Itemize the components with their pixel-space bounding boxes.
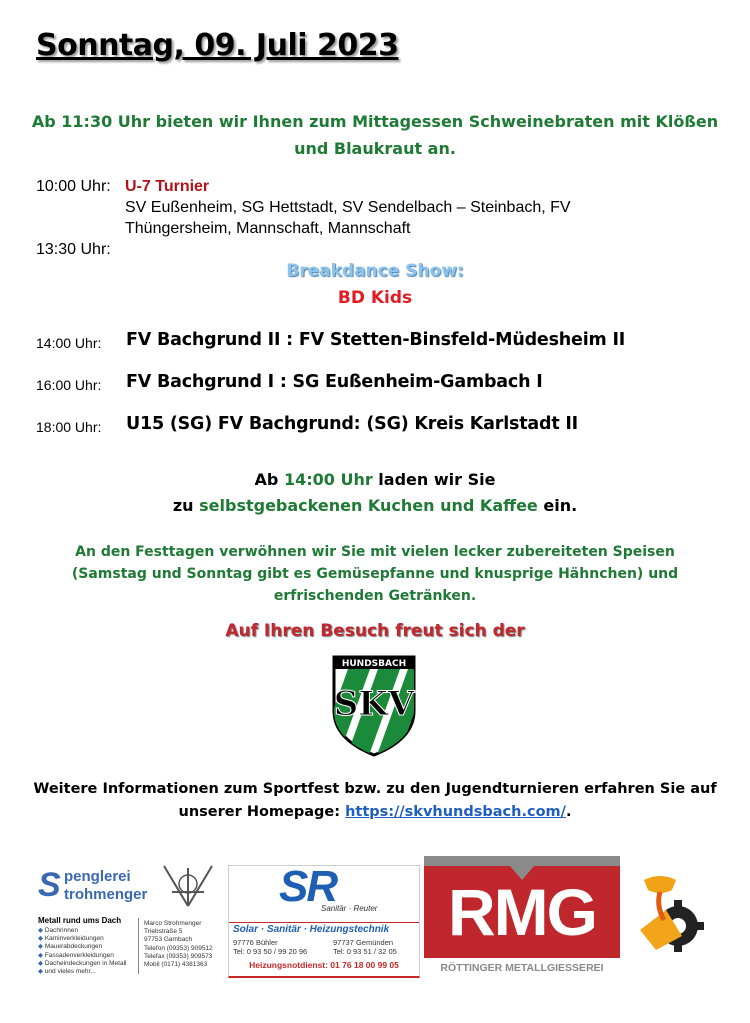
list-item: ◆ Dachrinnen — [38, 927, 79, 934]
divider — [138, 918, 139, 974]
info-end: . — [565, 804, 572, 820]
match-time: 16:00 Uhr: — [36, 377, 102, 393]
cake-text: zu — [172, 496, 200, 515]
homepage-link[interactable]: https://skvhundsbach.com/ — [345, 804, 566, 820]
visit-message: Auf Ihren Besuch freut sich der — [225, 621, 525, 641]
match-time: 14:00 Uhr: — [36, 335, 102, 351]
sponsor2-logo: SR — [279, 862, 337, 911]
sponsor2-emergency: Heizungsnotdienst: 01 76 18 00 99 05 — [249, 960, 399, 970]
sponsor2-address: 97737 Gemünden — [333, 938, 394, 947]
sponsor-rmg — [424, 856, 620, 978]
sponsor-strohmenger — [34, 860, 224, 978]
cake-text: Ab — [254, 470, 284, 489]
breakdance-show-name: BD Kids — [337, 288, 413, 308]
u7-teams-line-1: SV Eußenheim, SG Hettstadt, SV Sendelbach – Steinbach, FV — [125, 199, 571, 216]
tools-icon — [158, 862, 218, 910]
info-text: Weitere Informationen zum Sportfest bzw. zu den Jugendturnieren erfahren Sie auf unserer Homepage: — [33, 781, 717, 820]
foundry-gear-icon — [626, 866, 712, 956]
sponsor2-phone: Tel: 0 93 51 / 32 05 — [333, 947, 397, 956]
cake-time: 14:00 Uhr — [283, 470, 373, 489]
rmg-company-name: RÖTTINGER METALLGIESSEREI — [440, 962, 604, 974]
cake-item: selbstgebackenen Kuchen und Kaffee — [199, 496, 538, 515]
sponsor1-name-2: trohmenger — [64, 886, 148, 903]
match-game: FV Bachgrund I : SG Eußenheim-Gambach I — [126, 372, 543, 392]
skv-hundsbach-logo — [328, 653, 420, 758]
sponsor1-name-1: penglerei — [64, 868, 131, 885]
breakdance-show-title: Breakdance Show: — [286, 261, 464, 281]
cake-text: ein. — [537, 496, 578, 515]
sponsor-reuter — [228, 862, 420, 978]
lunch-announcement: Ab 11:30 Uhr bieten wir Ihnen zum Mittagessen Schweinebraten mit Klößen und Blaukraut an. — [31, 112, 719, 158]
list-item: ◆ Fassadenverkleidungen — [38, 951, 114, 959]
list-item: ◆ Dacheindeckungen in Metall — [38, 959, 127, 967]
sponsor1-tagline: Metall rund ums Dach — [38, 916, 122, 925]
list-item: ◆ Mauerabdeckungen — [38, 943, 103, 951]
sponsor1-initial: S — [38, 866, 61, 904]
list-item: ◆ und vieles mehr... — [38, 968, 96, 976]
page-title: Sonntag, 09. Juli 2023 — [36, 28, 399, 63]
match-game: FV Bachgrund II : FV Stetten-Binsfeld-Müdesheim II — [126, 330, 626, 350]
schedule-time-1330: 13:30 Uhr: — [36, 241, 111, 258]
sponsor1-contact: Marco Strohmenger Triebstraße 5 97753 Gambach Telefon (09353) 909512 Telefax (09353) 909573 Mobil (0171) 4381363 — [144, 920, 213, 969]
cake-text: laden wir Sie — [372, 470, 496, 489]
sponsor2-phone: Tel: 0 93 50 / 99 20 96 — [233, 947, 308, 956]
cake-line-2 — [0, 493, 750, 519]
sponsor2-subtitle: Sanitär · Reuter — [321, 904, 378, 913]
schedule-time-1000: 10:00 Uhr: — [36, 178, 111, 195]
u7-tournament-label: U-7 Turnier — [125, 178, 210, 195]
logo-top-text: HUNDSBACH — [341, 659, 407, 669]
list-item: ◆ Kaminverkleidungen — [38, 935, 104, 943]
festival-food-text: An den Festtagen verwöhnen wir Sie mit vielen lecker zubereiteten Speisen (Samstag und Sonntag gibt es Gemüsepfanne und knusprige Hähnchen) und erfrischenden Getränken. — [71, 544, 679, 604]
sponsor2-services: Solar · Sanitär · Heizungstechnik — [233, 924, 390, 935]
match-game: U15 (SG) FV Bachgrund: (SG) Kreis Karlstadt II — [126, 414, 578, 434]
further-info — [20, 778, 730, 824]
cake-line-1 — [0, 467, 750, 493]
sponsor2-address: 97776 Bühler — [233, 938, 278, 947]
match-time: 18:00 Uhr: — [36, 419, 102, 435]
u7-teams-line-2: Thüngersheim, Mannschaft, Mannschaft — [125, 220, 411, 237]
rmg-logo-text: RMG — [448, 875, 596, 949]
logo-letters: SKV — [333, 684, 415, 724]
sponsor1-services-list — [38, 927, 126, 976]
